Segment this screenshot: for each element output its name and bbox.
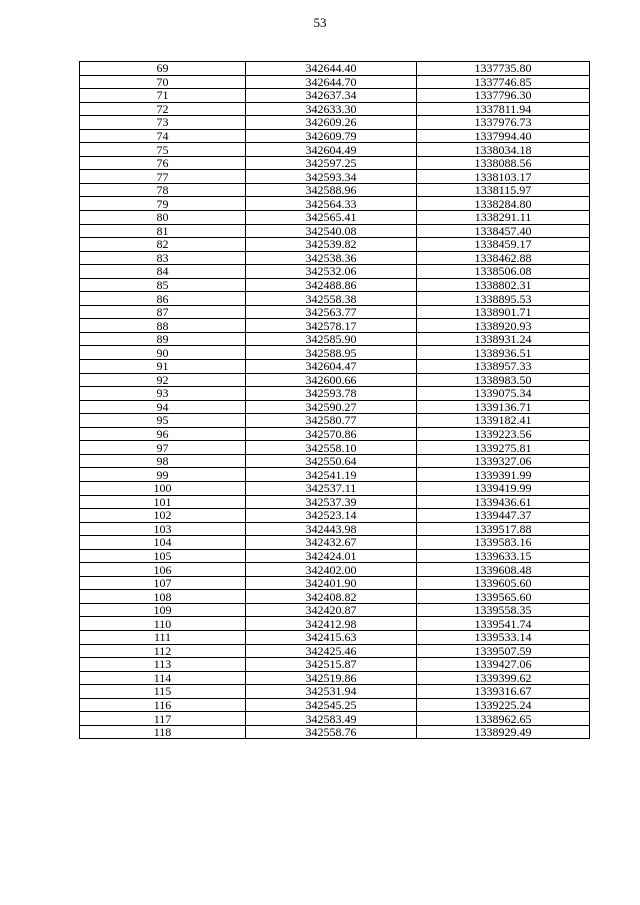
point-number-cell: 92 <box>80 373 246 387</box>
table-row <box>80 292 590 306</box>
y-coordinate-cell: 1338929.49 <box>417 725 590 739</box>
y-coordinate-cell: 1339565.60 <box>417 590 590 604</box>
table-row <box>80 658 590 672</box>
y-coordinate-cell: 1338895.53 <box>417 292 590 306</box>
table-row <box>80 712 590 726</box>
point-number-cell: 70 <box>80 75 246 89</box>
y-coordinate-cell: 1338957.33 <box>417 360 590 374</box>
x-coordinate-cell: 342540.08 <box>246 224 417 238</box>
table-row <box>80 75 590 89</box>
y-coordinate-cell: 1338920.93 <box>417 319 590 333</box>
point-number-cell: 103 <box>80 522 246 536</box>
point-number-cell: 94 <box>80 400 246 414</box>
y-coordinate-cell: 1338962.65 <box>417 712 590 726</box>
point-number-cell: 115 <box>80 685 246 699</box>
point-number-cell: 100 <box>80 481 246 495</box>
table-row <box>80 685 590 699</box>
y-coordinate-cell: 1338506.08 <box>417 265 590 279</box>
x-coordinate-cell: 342488.86 <box>246 278 417 292</box>
y-coordinate-cell: 1339182.41 <box>417 414 590 428</box>
point-number-cell: 72 <box>80 102 246 116</box>
y-coordinate-cell: 1339447.37 <box>417 509 590 523</box>
y-coordinate-cell: 1337746.85 <box>417 75 590 89</box>
y-coordinate-cell: 1339223.56 <box>417 427 590 441</box>
table-row <box>80 89 590 103</box>
point-number-cell: 88 <box>80 319 246 333</box>
point-number-cell: 69 <box>80 62 246 76</box>
x-coordinate-cell: 342609.79 <box>246 129 417 143</box>
table-row <box>80 441 590 455</box>
table-row <box>80 346 590 360</box>
table-row <box>80 129 590 143</box>
point-number-cell: 114 <box>80 671 246 685</box>
x-coordinate-cell: 342583.49 <box>246 712 417 726</box>
table-row <box>80 156 590 170</box>
y-coordinate-cell: 1339533.14 <box>417 630 590 644</box>
x-coordinate-cell: 342420.87 <box>246 603 417 617</box>
y-coordinate-cell: 1339419.99 <box>417 481 590 495</box>
point-number-cell: 102 <box>80 509 246 523</box>
y-coordinate-cell: 1339605.60 <box>417 576 590 590</box>
point-number-cell: 89 <box>80 332 246 346</box>
table-row <box>80 278 590 292</box>
y-coordinate-cell: 1339225.24 <box>417 698 590 712</box>
y-coordinate-cell: 1338291.11 <box>417 211 590 225</box>
y-coordinate-cell: 1338457.40 <box>417 224 590 238</box>
point-number-cell: 82 <box>80 238 246 252</box>
y-coordinate-cell: 1338115.97 <box>417 183 590 197</box>
x-coordinate-cell: 342432.67 <box>246 536 417 550</box>
point-number-cell: 99 <box>80 468 246 482</box>
x-coordinate-cell: 342408.82 <box>246 590 417 604</box>
point-number-cell: 110 <box>80 617 246 631</box>
x-coordinate-cell: 342401.90 <box>246 576 417 590</box>
point-number-cell: 95 <box>80 414 246 428</box>
x-coordinate-cell: 342537.11 <box>246 481 417 495</box>
x-coordinate-cell: 342604.47 <box>246 360 417 374</box>
y-coordinate-cell: 1339517.88 <box>417 522 590 536</box>
point-number-cell: 76 <box>80 156 246 170</box>
point-number-cell: 105 <box>80 549 246 563</box>
point-number-cell: 104 <box>80 536 246 550</box>
table-row <box>80 305 590 319</box>
x-coordinate-cell: 342570.86 <box>246 427 417 441</box>
y-coordinate-cell: 1339327.06 <box>417 454 590 468</box>
point-number-cell: 85 <box>80 278 246 292</box>
point-number-cell: 87 <box>80 305 246 319</box>
table-row <box>80 454 590 468</box>
point-number-cell: 83 <box>80 251 246 265</box>
y-coordinate-cell: 1338459.17 <box>417 238 590 252</box>
x-coordinate-cell: 342580.77 <box>246 414 417 428</box>
point-number-cell: 117 <box>80 712 246 726</box>
table-row <box>80 170 590 184</box>
x-coordinate-cell: 342593.78 <box>246 387 417 401</box>
point-number-cell: 98 <box>80 454 246 468</box>
coordinates-table-body <box>80 62 590 739</box>
x-coordinate-cell: 342531.94 <box>246 685 417 699</box>
x-coordinate-cell: 342425.46 <box>246 644 417 658</box>
page-number: 53 <box>313 15 327 30</box>
table-row <box>80 224 590 238</box>
table-row <box>80 102 590 116</box>
point-number-cell: 107 <box>80 576 246 590</box>
x-coordinate-cell: 342585.90 <box>246 332 417 346</box>
point-number-cell: 118 <box>80 725 246 739</box>
x-coordinate-cell: 342604.49 <box>246 143 417 157</box>
x-coordinate-cell: 342515.87 <box>246 658 417 672</box>
point-number-cell: 91 <box>80 360 246 374</box>
table-row <box>80 468 590 482</box>
y-coordinate-cell: 1339436.61 <box>417 495 590 509</box>
table-row <box>80 576 590 590</box>
x-coordinate-cell: 342558.10 <box>246 441 417 455</box>
point-number-cell: 74 <box>80 129 246 143</box>
y-coordinate-cell: 1339633.15 <box>417 549 590 563</box>
x-coordinate-cell: 342550.64 <box>246 454 417 468</box>
coordinates-table <box>79 61 590 739</box>
point-number-cell: 79 <box>80 197 246 211</box>
table-row <box>80 183 590 197</box>
table-row <box>80 360 590 374</box>
table-row <box>80 630 590 644</box>
table-row <box>80 536 590 550</box>
table-row <box>80 590 590 604</box>
table-row <box>80 116 590 130</box>
y-coordinate-cell: 1338901.71 <box>417 305 590 319</box>
y-coordinate-cell: 1337994.40 <box>417 129 590 143</box>
y-coordinate-cell: 1338462.88 <box>417 251 590 265</box>
x-coordinate-cell: 342564.33 <box>246 197 417 211</box>
y-coordinate-cell: 1338936.51 <box>417 346 590 360</box>
y-coordinate-cell: 1338802.31 <box>417 278 590 292</box>
table-row <box>80 400 590 414</box>
table-row <box>80 644 590 658</box>
x-coordinate-cell: 342558.38 <box>246 292 417 306</box>
y-coordinate-cell: 1338284.80 <box>417 197 590 211</box>
table-row <box>80 617 590 631</box>
table-row <box>80 671 590 685</box>
point-number-cell: 106 <box>80 563 246 577</box>
y-coordinate-cell: 1337796.30 <box>417 89 590 103</box>
point-number-cell: 93 <box>80 387 246 401</box>
y-coordinate-cell: 1339316.67 <box>417 685 590 699</box>
table-row <box>80 62 590 76</box>
table-row <box>80 495 590 509</box>
y-coordinate-cell: 1339399.62 <box>417 671 590 685</box>
point-number-cell: 108 <box>80 590 246 604</box>
point-number-cell: 96 <box>80 427 246 441</box>
table-row <box>80 143 590 157</box>
x-coordinate-cell: 342637.34 <box>246 89 417 103</box>
x-coordinate-cell: 342590.27 <box>246 400 417 414</box>
point-number-cell: 116 <box>80 698 246 712</box>
table-row <box>80 698 590 712</box>
x-coordinate-cell: 342644.70 <box>246 75 417 89</box>
y-coordinate-cell: 1338088.56 <box>417 156 590 170</box>
x-coordinate-cell: 342539.82 <box>246 238 417 252</box>
x-coordinate-cell: 342402.00 <box>246 563 417 577</box>
table-row <box>80 414 590 428</box>
point-number-cell: 71 <box>80 89 246 103</box>
point-number-cell: 81 <box>80 224 246 238</box>
point-number-cell: 113 <box>80 658 246 672</box>
point-number-cell: 75 <box>80 143 246 157</box>
table-row <box>80 373 590 387</box>
x-coordinate-cell: 342424.01 <box>246 549 417 563</box>
y-coordinate-cell: 1339391.99 <box>417 468 590 482</box>
y-coordinate-cell: 1338103.17 <box>417 170 590 184</box>
table-row <box>80 197 590 211</box>
x-coordinate-cell: 342443.98 <box>246 522 417 536</box>
table-row <box>80 251 590 265</box>
y-coordinate-cell: 1337976.73 <box>417 116 590 130</box>
table-row <box>80 481 590 495</box>
x-coordinate-cell: 342545.25 <box>246 698 417 712</box>
point-number-cell: 97 <box>80 441 246 455</box>
table-row <box>80 332 590 346</box>
x-coordinate-cell: 342588.95 <box>246 346 417 360</box>
y-coordinate-cell: 1339507.59 <box>417 644 590 658</box>
table-row <box>80 427 590 441</box>
table-row <box>80 319 590 333</box>
table-row <box>80 563 590 577</box>
x-coordinate-cell: 342597.25 <box>246 156 417 170</box>
point-number-cell: 90 <box>80 346 246 360</box>
y-coordinate-cell: 1339275.81 <box>417 441 590 455</box>
table-row <box>80 387 590 401</box>
y-coordinate-cell: 1338034.18 <box>417 143 590 157</box>
x-coordinate-cell: 342537.39 <box>246 495 417 509</box>
point-number-cell: 86 <box>80 292 246 306</box>
point-number-cell: 111 <box>80 630 246 644</box>
x-coordinate-cell: 342412.98 <box>246 617 417 631</box>
point-number-cell: 84 <box>80 265 246 279</box>
point-number-cell: 73 <box>80 116 246 130</box>
y-coordinate-cell: 1339136.71 <box>417 400 590 414</box>
x-coordinate-cell: 342578.17 <box>246 319 417 333</box>
y-coordinate-cell: 1339583.16 <box>417 536 590 550</box>
y-coordinate-cell: 1339541.74 <box>417 617 590 631</box>
x-coordinate-cell: 342523.14 <box>246 509 417 523</box>
y-coordinate-cell: 1338983.50 <box>417 373 590 387</box>
x-coordinate-cell: 342519.86 <box>246 671 417 685</box>
table-row <box>80 211 590 225</box>
x-coordinate-cell: 342565.41 <box>246 211 417 225</box>
point-number-cell: 77 <box>80 170 246 184</box>
x-coordinate-cell: 342558.76 <box>246 725 417 739</box>
point-number-cell: 101 <box>80 495 246 509</box>
x-coordinate-cell: 342541.19 <box>246 468 417 482</box>
x-coordinate-cell: 342609.26 <box>246 116 417 130</box>
table-row <box>80 265 590 279</box>
x-coordinate-cell: 342532.06 <box>246 265 417 279</box>
x-coordinate-cell: 342415.63 <box>246 630 417 644</box>
x-coordinate-cell: 342563.77 <box>246 305 417 319</box>
x-coordinate-cell: 342538.36 <box>246 251 417 265</box>
table-row <box>80 603 590 617</box>
x-coordinate-cell: 342593.34 <box>246 170 417 184</box>
table-row <box>80 509 590 523</box>
point-number-cell: 78 <box>80 183 246 197</box>
x-coordinate-cell: 342633.30 <box>246 102 417 116</box>
y-coordinate-cell: 1339608.48 <box>417 563 590 577</box>
point-number-cell: 112 <box>80 644 246 658</box>
y-coordinate-cell: 1337735.80 <box>417 62 590 76</box>
y-coordinate-cell: 1339075.34 <box>417 387 590 401</box>
y-coordinate-cell: 1338931.24 <box>417 332 590 346</box>
x-coordinate-cell: 342588.96 <box>246 183 417 197</box>
y-coordinate-cell: 1339558.35 <box>417 603 590 617</box>
table-row <box>80 522 590 536</box>
table-row <box>80 549 590 563</box>
point-number-cell: 80 <box>80 211 246 225</box>
point-number-cell: 109 <box>80 603 246 617</box>
x-coordinate-cell: 342600.66 <box>246 373 417 387</box>
table-row <box>80 238 590 252</box>
y-coordinate-cell: 1339427.06 <box>417 658 590 672</box>
table-row <box>80 725 590 739</box>
y-coordinate-cell: 1337811.94 <box>417 102 590 116</box>
x-coordinate-cell: 342644.40 <box>246 62 417 76</box>
